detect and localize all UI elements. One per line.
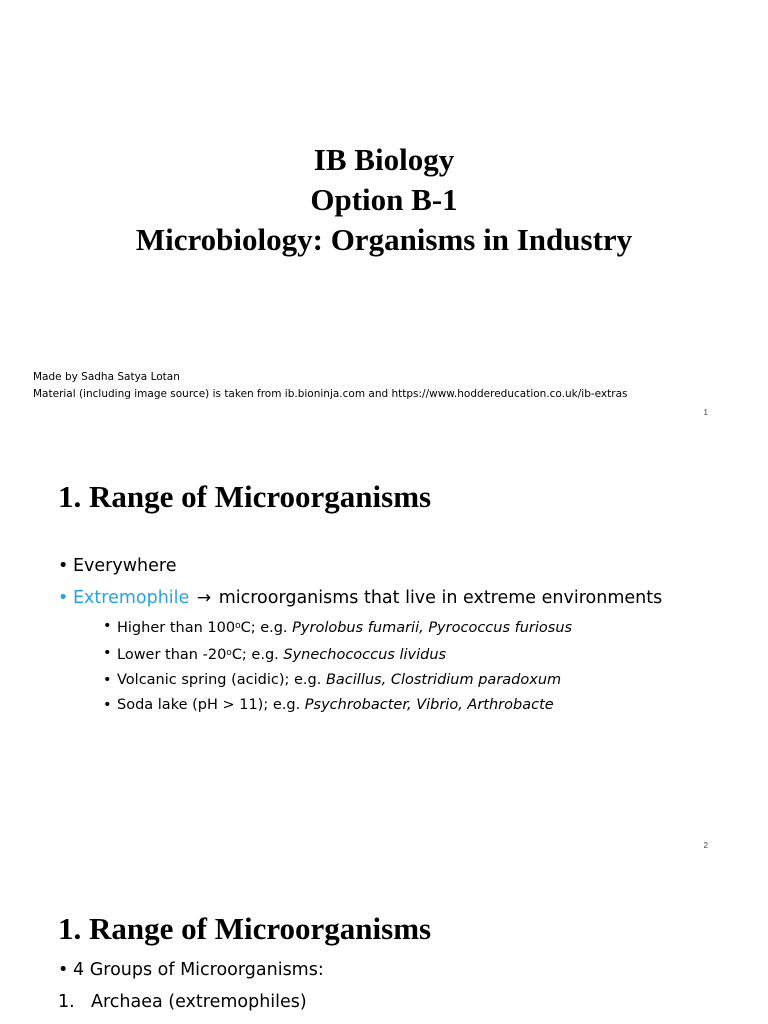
bullet-item [58,954,324,986]
title-line-1: IB Biology [313,142,455,177]
sub-bullet-text: Volcanic spring (acidic); e.g. [117,672,326,688]
species-names: Synechococcus lividus [283,647,447,663]
credits [33,369,628,403]
slide-heading: 1. Range of Microorganisms [58,911,432,946]
credit-author: Made by Sadha Satya Lotan [33,371,180,383]
arrow-right-icon: → [196,588,212,608]
numbered-item [58,986,324,1018]
bullet-icon: • [58,556,69,576]
sub-bullet-item [73,668,662,693]
slide-1 [0,0,768,432]
page-number: 1 [703,408,708,417]
sub-bullet-text: Lower than -20 [117,647,227,663]
sub-bullet-item [73,614,662,641]
credit-source: Material (including image source) is taken from ib.bioninja.com and https://www.hoddereducation.co.uk/ib-extras [33,388,628,400]
sub-bullet-text: Higher than 100 [117,620,236,636]
sub-bullet-list [73,614,662,718]
bullet-icon: • [58,960,69,980]
bullet-icon: • [103,645,112,661]
species-names: Psychrobacter, Vibrio, Arthrobacte [304,697,554,713]
degree-sign: o [235,621,241,631]
bullet-item [58,550,662,582]
title-line-2: Option B-1 [310,182,458,217]
species-names: Bacillus, Clostridium paradoxum [325,672,562,688]
bullet-icon: • [103,697,112,713]
page-number: 2 [703,841,708,850]
bullet-list [58,954,324,1018]
bullet-text: 4 Groups of Microorganisms: [73,960,324,980]
bullet-icon: • [58,588,69,608]
species-names: Pyrolobus fumarii, Pyrococcus furiosus [292,620,573,636]
sub-bullet-item [73,693,662,718]
item-text: Archaea (extremophiles) [91,992,307,1012]
term-extremophile: Extremophile [73,588,190,608]
sub-bullet-text: Soda lake (pH > 11); e.g. [117,697,305,713]
bullet-icon: • [103,618,112,634]
sub-bullet-item [73,641,662,668]
slide-2 [0,432,768,864]
bullet-item [58,582,662,718]
sub-bullet-text: C; e.g. [240,620,293,636]
bullet-list [58,550,662,718]
bullet-icon: • [103,672,112,688]
degree-sign: o [226,648,232,658]
sub-bullet-text: C; e.g. [231,647,284,663]
bullet-text: Everywhere [73,556,177,576]
slide-heading: 1. Range of Microorganisms [58,479,432,514]
slide-title [0,140,768,260]
bullet-text: microorganisms that live in extreme environments [218,588,663,608]
title-line-3: Microbiology: Organisms in Industry [135,222,633,257]
item-number: 1. [58,992,75,1012]
slide-3 [0,864,768,1024]
